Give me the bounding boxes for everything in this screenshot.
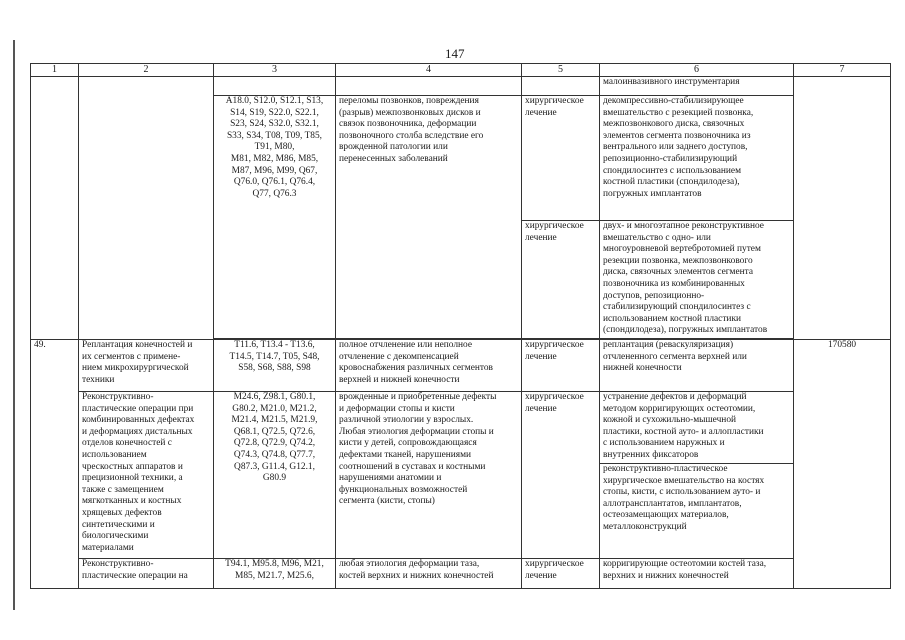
cell-treatment-method: корригирующие остеотомии костей таза, верхних и нижних конечностей <box>600 559 794 589</box>
cell-treatment-type: хирургическое лечение <box>522 392 600 559</box>
cell-patient-model: любая этиология деформации таза, костей верхних и нижних конечностей <box>336 559 522 589</box>
cell-treatment-type: хирургическое лечение <box>522 96 600 221</box>
cell-method-continuation: малоинвазивного инструментария <box>600 77 794 96</box>
table-row <box>31 392 891 464</box>
cell-title-empty <box>79 77 214 340</box>
cell-treatment-type: хирургическое лечение <box>522 559 600 589</box>
cell-treatment-method: реконструктивно-пластическое хирургическое вмешательство на костях стопы, кисти, с использованием ауто- и аллотрансплантатов, имплантатов, остеозамещающих материалов, металлоконструкций <box>600 464 794 559</box>
column-header-5: 5 <box>522 64 600 77</box>
cell-treatment-empty <box>522 77 600 96</box>
column-header-7: 7 <box>794 64 891 77</box>
table-row <box>31 77 891 96</box>
cell-procedure-title: Реконструктивно- пластические операции при комбинированных дефектах и деформациях дистальных отделов конечностей с использованием чрескостных аппаратов и прецизионной техники, а также с замещением мягкотканных и костных хрящевых дефектов синтетическими и биологическими материалами <box>79 392 214 559</box>
column-header-6: 6 <box>600 64 794 77</box>
table-row <box>31 559 891 589</box>
cell-cost: 170580 <box>794 340 891 589</box>
cell-patient-model: врожденные и приобретенные дефекты и деформации стопы и кисти различной этиологии у взрослых. Любая этиология деформации стопы и кисти у детей, сопровождающаяся дефектами тканей, нарушениями соотношений в суставах и костными нарушениями анатомии и функциональных возможностей сегмента (кисти, стопы) <box>336 392 522 559</box>
column-number-row <box>31 64 891 77</box>
page-number: 147 <box>445 46 465 61</box>
cell-patient-model: полное отчленение или неполное отчленение с декомпенсацией кровоснабжения различных сегментов верхней и нижней конечности <box>336 340 522 392</box>
cell-number-empty <box>31 77 79 340</box>
cell-treatment-type: хирургическое лечение <box>522 221 600 339</box>
cell-diagnosis-codes: M24.6, Z98.1, G80.1, G80.2, M21.0, M21.2, M21.4, M21.5, M21.9, Q68.1, Q72.5, Q72.6, Q72.8, Q72.9, Q74.2, Q74.3, Q74.8, Q77.7, Q87.3, G11.4, G12.1, G80.9 <box>214 392 336 559</box>
column-header-4: 4 <box>336 64 522 77</box>
cell-procedure-title: Реплантация конечностей и их сегментов с примене- нием микрохирургической техники <box>79 340 214 392</box>
medical-care-table <box>30 63 891 589</box>
table-row <box>31 340 891 392</box>
column-header-1: 1 <box>31 64 79 77</box>
cell-codes-empty <box>214 77 336 96</box>
cell-model-empty <box>336 77 522 96</box>
cell-row-number: 49. <box>31 340 79 589</box>
cell-procedure-title: Реконструктивно- пластические операции на <box>79 559 214 589</box>
cell-treatment-method: устранение дефектов и деформаций методом корригирующих остеотомии, кожной и сухожильно-мышечной пластики, костной ауто- и аллопластики с использованием наружных и внутренних фиксаторов <box>600 392 794 464</box>
column-header-2: 2 <box>79 64 214 77</box>
cell-diagnosis-codes: T94.1, M95.8, M96, M21, M85, M21.7, M25.6, <box>214 559 336 589</box>
cell-treatment-type: хирургическое лечение <box>522 340 600 392</box>
column-header-3: 3 <box>214 64 336 77</box>
left-margin-line <box>13 40 15 610</box>
cell-treatment-method: реплантация (реваскуляризация) отчлененного сегмента верхней или нижней конечности <box>600 340 794 392</box>
cell-patient-model: переломы позвонков, повреждения (разрыв) межпозвонковых дисков и связок позвоночника, деформации позвоночного столба вследствие его врожденной патологии или перенесенных заболеваний <box>336 96 522 339</box>
cell-treatment-method: декомпрессивно-стабилизирующее вмешательство с резекцией позвонка, межпозвонкового диска, связочных элементов сегмента позвоночника из вентрального или заднего доступов, репозиционно-стабилизирующий спондилосинтез с использованием костной пластики (спондилодеза), погружных имплантатов <box>600 96 794 221</box>
cell-cost-empty <box>794 77 891 340</box>
cell-treatment-method: двух- и многоэтапное реконструктивное вмешательство с одно- или многоуровневой вертебротомией путем резекции позвонка, межпозвонкового диска, связочных элементов сегмента позвоночника из комбинированных доступов, репозиционно- стабилизирующий спондилосинтез с использованием костной пластики (спондилодеза), погружных имплантатов <box>600 221 794 339</box>
cell-diagnosis-codes: A18.0, S12.0, S12.1, S13, S14, S19, S22.0, S22.1, S23, S24, S32.0, S32.1, S33, S34, T08, T09, T85, T91, M80, M81, M82, M86, M85, M87, M96, M99, Q67, Q76.0, Q76.1, Q76.4, Q77, Q76.3 <box>214 96 336 339</box>
cell-diagnosis-codes: T11.6, T13.4 - T13.6, T14.5, T14.7, T05, S48, S58, S68, S88, S98 <box>214 340 336 392</box>
